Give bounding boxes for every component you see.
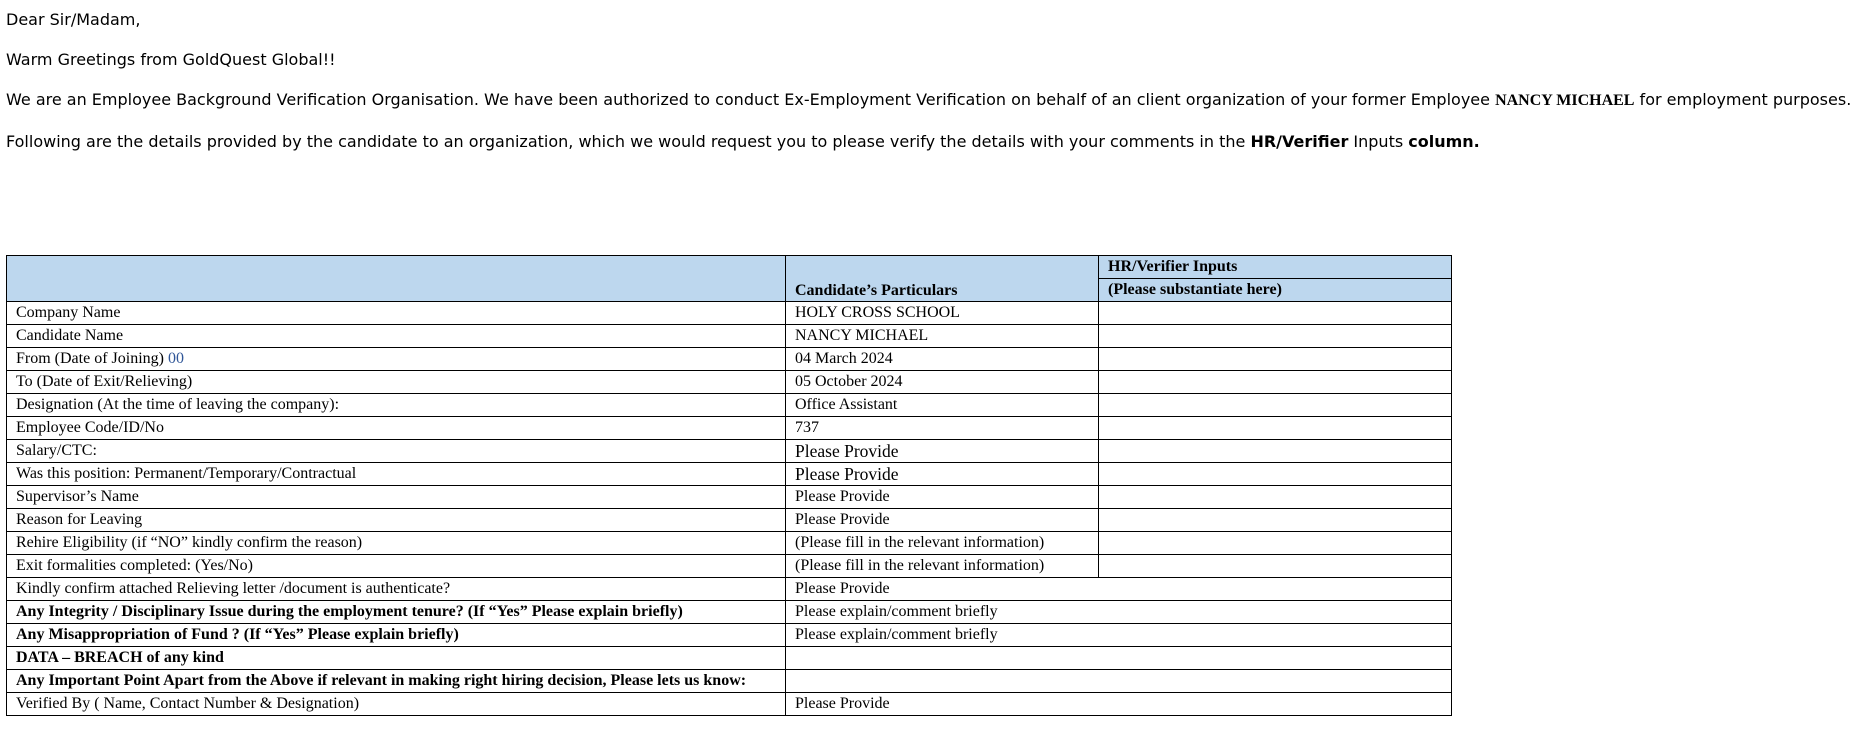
intro-text: We are an Employee Background Verification Organisation. We have been authorized to conduct Ex-Employment Verification on behalf of an client organization of your former Employee [6,90,1496,109]
table-row [7,463,1452,486]
row-label: Employee Code/ID/No [7,417,786,440]
row-label: DATA – BREACH of any kind [7,647,786,670]
greeting-line: Dear Sir/Madam, [6,10,141,29]
row-label: Company Name [7,302,786,325]
row-value: NANCY MICHAEL [786,325,1099,348]
table-row [7,417,1452,440]
hr-input-cell[interactable] [1099,463,1452,486]
intro-paragraph [6,90,1851,110]
row-label: Designation (At the time of leaving the company): [7,394,786,417]
row-label: Kindly confirm attached Relieving letter /document is authenticate? [7,578,786,601]
instruction-text: Following are the details provided by the candidate to an organization, which we would request you to please verify the details with your comments in the [6,132,1251,151]
hr-input-cell[interactable] [1099,371,1452,394]
hr-input-cell[interactable] [1099,532,1452,555]
table-row [7,440,1452,463]
hr-input-cell[interactable] [1099,325,1452,348]
row-label [7,348,786,371]
warm-greetings-line: Warm Greetings from GoldQuest Global!! [6,50,336,69]
row-value: 04 March 2024 [786,348,1099,371]
row-value: (Please fill in the relevant information) [786,555,1099,578]
row-value: Please explain/comment briefly [786,624,1452,647]
table-row [7,394,1452,417]
row-value: Please Provide [786,463,1099,486]
row-label: Was this position: Permanent/Temporary/Contractual [7,463,786,486]
table-row [7,509,1452,532]
row-label-text: From (Date of Joining) [16,350,168,367]
row-label: Any Misappropriation of Fund ? (If “Yes” Please explain briefly) [7,624,786,647]
row-value: Please Provide [786,693,1452,716]
verification-table [6,255,1452,716]
instruction-mid: Inputs [1348,132,1409,151]
table-row [7,693,1452,716]
table-row [7,578,1452,601]
row-value: (Please fill in the relevant information) [786,532,1099,555]
row-label: To (Date of Exit/Relieving) [7,371,786,394]
hr-input-cell[interactable] [1099,440,1452,463]
table-row [7,555,1452,578]
row-value: Please Provide [786,578,1452,601]
intro-suffix: for employment purposes. [1634,90,1851,109]
hr-input-cell[interactable] [1099,302,1452,325]
hr-input-cell[interactable] [1099,486,1452,509]
row-value: Please explain/comment briefly [786,601,1452,624]
table-row [7,601,1452,624]
row-value: 05 October 2024 [786,371,1099,394]
table-row [7,302,1452,325]
row-value: HOLY CROSS SCHOOL [786,302,1099,325]
instruction-paragraph [6,132,1480,151]
row-label: Any Integrity / Disciplinary Issue during the employment tenure? (If “Yes” Please explain briefly) [7,601,786,624]
employee-name: NANCY MICHAEL [1495,92,1635,109]
column-bold: column. [1408,132,1480,151]
row-label: Any Important Point Apart from the Above if relevant in making right hiring decision, Please lets us know: [7,670,786,693]
table-row [7,624,1452,647]
header-hr-inputs: HR/Verifier Inputs [1099,256,1452,279]
row-value[interactable] [786,670,1452,693]
row-label: Reason for Leaving [7,509,786,532]
row-label: Supervisor’s Name [7,486,786,509]
hr-input-cell[interactable] [1099,394,1452,417]
header-substantiate: (Please substantiate here) [1099,279,1452,302]
row-value: Office Assistant [786,394,1099,417]
header-candidate-particulars: Candidate’s Particulars [786,256,1099,302]
row-value: 737 [786,417,1099,440]
row-value: Please Provide [786,509,1099,532]
row-label: Candidate Name [7,325,786,348]
table-header-row-1 [7,256,1452,279]
table-row [7,371,1452,394]
table-row [7,647,1452,670]
table-row [7,670,1452,693]
row-label: Verified By ( Name, Contact Number & Designation) [7,693,786,716]
table-row [7,325,1452,348]
row-value[interactable] [786,647,1452,670]
hr-verifier-bold: HR/Verifier [1250,132,1349,151]
row-label: Salary/CTC: [7,440,786,463]
header-label-cell [7,256,786,302]
hr-input-cell[interactable] [1099,417,1452,440]
table-row [7,486,1452,509]
hr-input-cell[interactable] [1099,348,1452,371]
hr-input-cell[interactable] [1099,555,1452,578]
row-label: Exit formalities completed: (Yes/No) [7,555,786,578]
row-value: Please Provide [786,440,1099,463]
row-label-suffix: 00 [167,350,184,367]
table-row [7,348,1452,371]
row-value: Please Provide [786,486,1099,509]
hr-input-cell[interactable] [1099,509,1452,532]
table-row [7,532,1452,555]
row-label: Rehire Eligibility (if “NO” kindly confirm the reason) [7,532,786,555]
